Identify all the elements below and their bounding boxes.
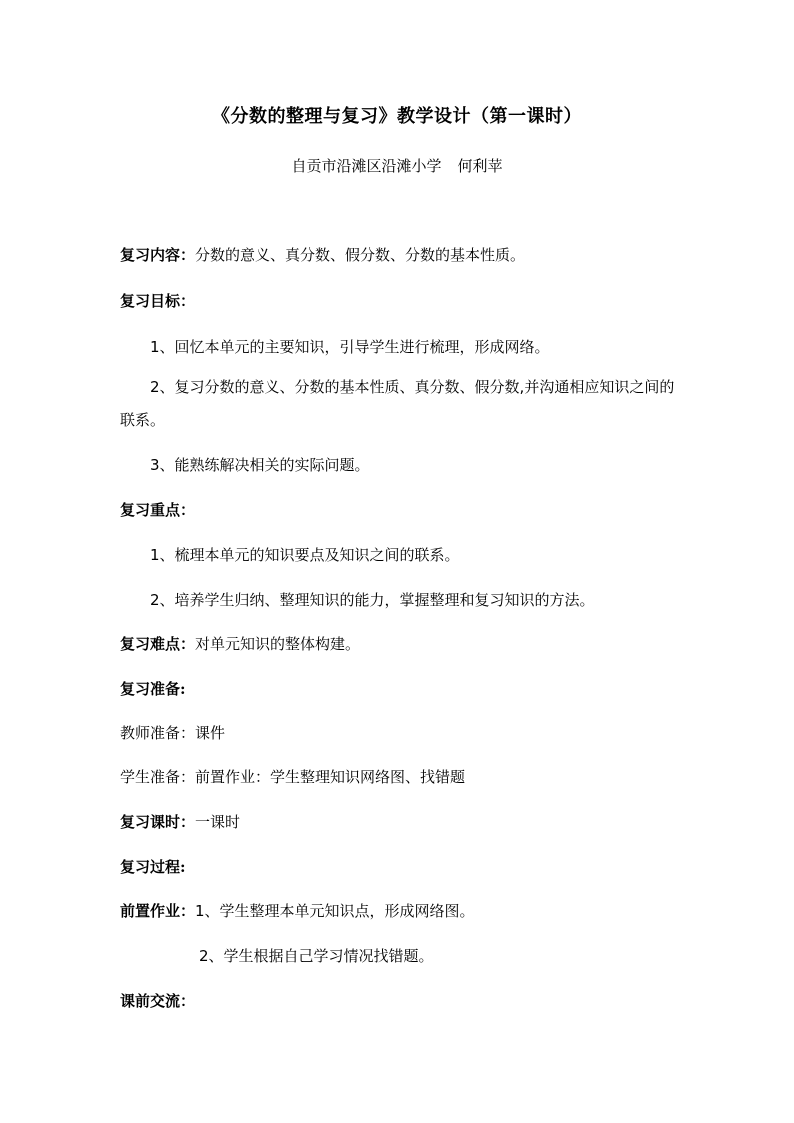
focus-item-2: 2、培养学生归纳、整理知识的能力，掌握整理和复习知识的方法。 [150,591,595,609]
student-prep-line: 学生准备：前置作业：学生整理知识网络图、找错题 [120,768,466,786]
goal-item-2: 2、复习分数的意义、分数的基本性质、真分数、假分数,并沟通相应知识之间的联系。 [120,378,675,429]
author-name: 何利苹 [457,157,503,175]
school-name: 自贡市沿滩区沿滩小学 [291,157,442,175]
pre-class-label: 课前交流： [120,992,196,1010]
review-focus-label: 复习重点： [120,501,196,519]
review-prep-label: 复习准备: [120,680,186,698]
pre-work-line [120,900,676,922]
review-content-line [120,244,676,266]
document-title: 《分数的整理与复习》教学设计（第一课时） [212,106,582,127]
review-content-label: 复习内容： [120,246,196,264]
pre-work-label: 前置作业： [120,902,196,920]
review-hours-text: 一课时 [195,813,241,831]
pre-work-item-1: 1、学生整理本单元知识点，形成网络图。 [195,902,475,920]
review-difficulty-text: 对单元知识的整体构建。 [195,635,361,653]
review-goals-heading [120,290,676,312]
goal-item-1: 1、回忆本单元的主要知识，引导学生进行梳理，形成网络。 [150,338,550,356]
review-difficulty-label: 复习难点： [120,635,196,653]
pre-class-heading [120,990,676,1012]
focus-item-1: 1、梳理本单元的知识要点及知识之间的联系。 [150,546,460,564]
review-prep-heading [120,678,676,700]
author-line [0,155,794,177]
pre-work-item-2: 2、学生根据自己学习情况找错题。 [199,947,434,965]
review-difficulty-line [120,633,676,655]
review-hours-line [120,811,676,833]
teacher-prep-line: 教师准备：课件 [120,724,226,742]
review-goals-label: 复习目标： [120,292,196,310]
review-focus-heading [120,499,676,521]
goal-item-3: 3、能熟练解决相关的实际问题。 [150,456,370,474]
review-hours-label: 复习课时： [120,813,196,831]
review-content-text: 分数的意义、真分数、假分数、分数的基本性质。 [195,246,526,264]
review-process-heading [120,856,676,878]
review-process-label: 复习过程: [120,858,186,876]
